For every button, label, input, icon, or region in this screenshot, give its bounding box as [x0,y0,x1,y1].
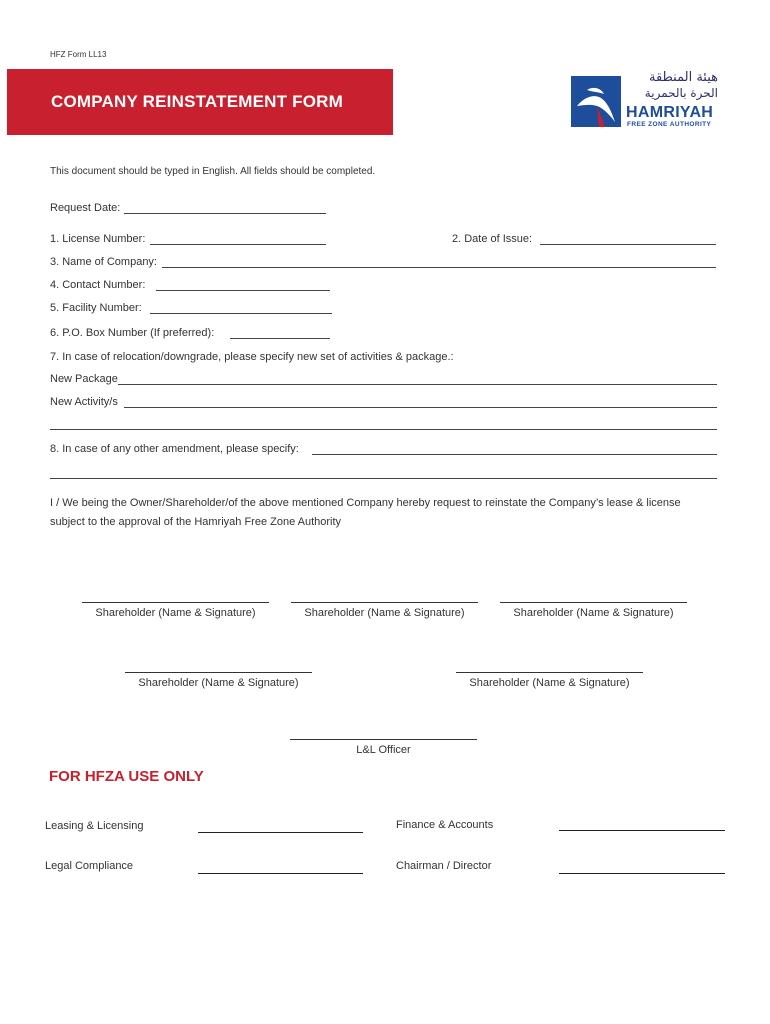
relocation-label: 7. In case of relocation/downgrade, please specify new set of activities & package.: [50,351,454,363]
shareholder-signature-line-2[interactable] [291,602,478,603]
license-number-label: 1. License Number: [50,233,146,245]
logo-name: HAMRIYAH [626,104,714,121]
request-date-field[interactable] [124,213,326,214]
facility-number-label: 5. Facility Number: [50,302,142,314]
shareholder-signature-line-4[interactable] [125,672,312,673]
leasing-label: Leasing & Licensing [45,820,144,832]
other-amendment-field-extra[interactable] [50,478,717,479]
company-name-label: 3. Name of Company: [50,256,157,268]
logo-subtitle: FREE ZONE AUTHORITY [627,121,712,128]
date-of-issue-field[interactable] [540,244,716,245]
finance-label: Finance & Accounts [396,819,494,831]
officer-label: L&L Officer [356,744,411,756]
logo-arabic-line1: هيئة المنطقة [648,70,718,85]
license-number-field[interactable] [150,244,326,245]
chairman-label: Chairman / Director [396,860,492,872]
declaration-line2: subject to the approval of the Hamriyah Free Zone Authority [50,516,342,528]
contact-number-label: 4. Contact Number: [50,279,146,291]
hamriyah-logo-icon [571,76,621,127]
shareholder-label-4: Shareholder (Name & Signature) [138,677,299,689]
new-activity-field[interactable] [124,407,717,408]
date-of-issue-label: 2. Date of Issue: [452,233,533,245]
shareholder-label-5: Shareholder (Name & Signature) [469,677,630,689]
form-code: HFZ Form LL13 [50,50,107,59]
page-title: COMPANY REINSTATEMENT FORM [51,92,343,111]
legal-signature-line[interactable] [198,873,363,874]
other-amendment-label: 8. In case of any other amendment, please specify: [50,443,299,455]
declaration-line1: I / We being the Owner/Shareholder/of the above mentioned Company hereby request to reinstate the Company’s lease & license [50,497,681,509]
request-date-label: Request Date: [50,202,121,214]
company-name-field[interactable] [162,267,716,268]
officer-signature-line[interactable] [290,739,477,740]
shareholder-label-1: Shareholder (Name & Signature) [95,607,256,619]
intro-text: This document should be typed in English. All fields should be completed. [50,166,376,177]
facility-number-field[interactable] [150,313,332,314]
leasing-signature-line[interactable] [198,832,363,833]
hfza-use-title: FOR HFZA USE ONLY [49,768,204,785]
shareholder-label-3: Shareholder (Name & Signature) [513,607,674,619]
chairman-signature-line[interactable] [559,873,725,874]
logo-arabic-line2: الحرة بالحمرية [644,86,718,100]
shareholder-signature-line-5[interactable] [456,672,643,673]
shareholder-signature-line-1[interactable] [82,602,269,603]
contact-number-field[interactable] [156,290,330,291]
new-package-label: New Package [50,373,118,385]
shareholder-signature-line-3[interactable] [500,602,687,603]
new-activity-field-extra[interactable] [50,429,717,430]
finance-signature-line[interactable] [559,830,725,831]
po-box-field[interactable] [230,338,330,339]
new-package-field[interactable] [118,384,717,385]
new-activity-label: New Activity/s [50,396,118,408]
shareholder-label-2: Shareholder (Name & Signature) [304,607,465,619]
other-amendment-field[interactable] [312,454,717,455]
po-box-label: 6. P.O. Box Number (If preferred): [50,327,215,339]
legal-label: Legal Compliance [45,860,134,872]
